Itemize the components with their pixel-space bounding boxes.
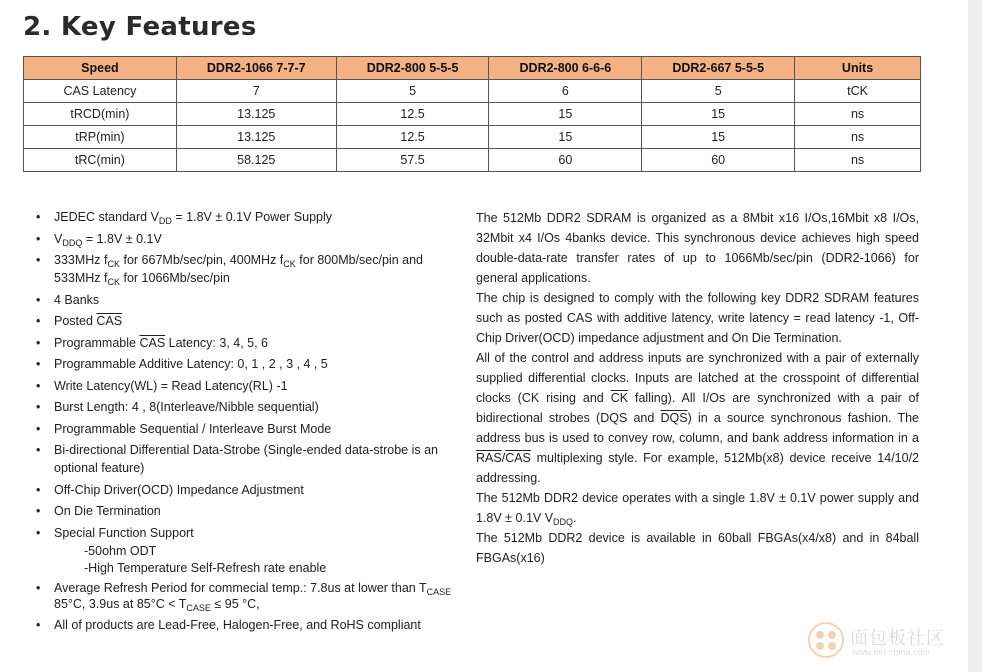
feature-clock: • 333MHz $f_{CK}$ for 667Mb/sec/pin, 400MHz $f_{CK}$ for 800Mb/sec/pin and 533MHz $f_{CK}$ for 1066Mb/sec/pin: [36, 251, 466, 287]
speed-table: [23, 56, 921, 172]
table-cell: 13.125: [176, 126, 336, 149]
table-cell: tRCD(min): [24, 103, 177, 126]
table-cell: ns: [795, 126, 921, 149]
feature-burst-mode: • Programmable Sequential / Interleave Burst Mode: [36, 420, 466, 438]
feature-odt: • On Die Termination: [36, 502, 466, 520]
table-cell: tRP(min): [24, 126, 177, 149]
feature-special-function: • Special Function Support -50ohm ODT -High Temperature Self-Refresh rate enable: [36, 524, 466, 577]
desc-paragraph: The 512Mb DDR2 device operates with a single 1.8V ± 0.1V power supply and 1.8V ± 0.1V $V_{DDQ}$.: [476, 491, 919, 527]
feature-refresh: • Average Refresh Period for commecial temp.: 7.8us at lower than $T_{CASE}$ 85°C, 3.9us at $85^\circ C < T_{CASE} \le 95$ °C,: [36, 580, 466, 612]
table-cell: tCK: [795, 80, 921, 103]
feature-programmable-cas: • Programmable $\overline{CAS}$ Latency: 3, 4, 5, 6: [36, 334, 466, 352]
table-cell: 60: [642, 149, 795, 172]
watermark: [806, 620, 966, 664]
desc-paragraph: The 512Mb DDR2 device is available in 60ball FBGAs(x4/x8) and in 84ball FBGAs(x16): [476, 531, 919, 565]
watermark-text: 面包板社区: [850, 628, 945, 648]
header-ddr2-800-555: DDR2-800 5-5-5: [336, 57, 489, 80]
table-cell: 13.125: [176, 103, 336, 126]
feature-write-latency: • Write Latency(WL) = Read Latency(RL) -1: [36, 377, 466, 395]
table-row: [24, 80, 921, 103]
table-cell: 15: [642, 126, 795, 149]
table-row: [24, 103, 921, 126]
watermark-logo-icon: [806, 620, 846, 660]
table-cell: 6: [489, 80, 642, 103]
table-row: [24, 149, 921, 172]
header-ddr2-1066-777: DDR2-1066 7-7-7: [176, 57, 336, 80]
feature-posted-cas: • Posted $\overline{CAS}$: [36, 312, 466, 330]
page-margin-strip: [968, 0, 982, 672]
description-text: [476, 208, 919, 568]
special-function-sublist: [54, 543, 466, 577]
header-units: Units: [795, 57, 921, 80]
table-header-row: [24, 57, 921, 80]
feature-data-strobe: • Bi-directional Differential Data-Strobe (Single-ended data-strobe is an optional feature): [36, 441, 466, 477]
feature-list: [36, 208, 466, 637]
feature-banks: • 4 Banks: [36, 291, 466, 309]
feature-additive-latency: • Programmable Additive Latency: 0, 1 , 2 , 3 , 4 , 5: [36, 355, 466, 373]
table-cell: 5: [642, 80, 795, 103]
desc-paragraph: The chip is designed to comply with the following key DDR2 SDRAM features such as posted CAS with additive latency, write latency = read latency -1, Off-Chip Driver(OCD) impedance adjustment and On Die Termination.: [476, 291, 919, 345]
table-cell: 60: [489, 149, 642, 172]
desc-paragraph: The 512Mb DDR2 SDRAM is organized as a 8Mbit x16 I/Os,16Mbit x8 I/Os, 32Mbit x4 I/Os 4banks device. This synchronous device achieves high speed double-data-rate transfer rates of up to 1066Mb/sec/pin (DDR2-1066) for general applications.: [476, 211, 919, 285]
feature-vddq: • $V_{DDQ} = 1.8V \pm 0.1V$: [36, 230, 466, 248]
page-title: 2. Key Features: [23, 12, 257, 42]
table-cell: 12.5: [336, 103, 489, 126]
table-cell: 15: [489, 103, 642, 126]
header-ddr2-800-666: DDR2-800 6-6-6: [489, 57, 642, 80]
watermark-url: www.eet-china.com: [852, 647, 931, 657]
table-cell: 15: [642, 103, 795, 126]
table-cell: 58.125: [176, 149, 336, 172]
header-ddr2-667-555: DDR2-667 5-5-5: [642, 57, 795, 80]
feature-jedec: • JEDEC standard $V_{DD} = 1.8V \pm 0.1V$ Power Supply: [36, 208, 466, 226]
header-speed: Speed: [24, 57, 177, 80]
feature-burst-length: • Burst Length: 4 , 8(Interleave/Nibble sequential): [36, 398, 466, 416]
table-cell: tRC(min): [24, 149, 177, 172]
table-cell: 7: [176, 80, 336, 103]
table-cell: ns: [795, 149, 921, 172]
special-sub-item: -50ohm ODT: [84, 543, 157, 558]
table-cell: CAS Latency: [24, 80, 177, 103]
table-cell: 15: [489, 126, 642, 149]
desc-paragraph: All of the control and address inputs are synchronized with a pair of externally supplied differential clocks. Inputs are latched at the crosspoint of differential clocks (CK rising and $\overline{CK}$ falling). All I/Os are synchronized with a pair of bidirectional strobes (DQS and $\overline{DQS}$) in a source synchronous fashion. The address bus is used to convey row, column, and bank address information in a $\overline{RAS}/\overline{CAS}$ multiplexing style. For example, 512Mb(x8) device receive 14/10/2 addressing.: [476, 351, 920, 485]
table-cell: 5: [336, 80, 489, 103]
table-cell: 57.5: [336, 149, 489, 172]
table-cell: 12.5: [336, 126, 489, 149]
feature-ocd: • Off-Chip Driver(OCD) Impedance Adjustment: [36, 481, 466, 499]
special-sub-item: -High Temperature Self-Refresh rate enable: [84, 560, 327, 575]
feature-lead-free: • All of products are Lead-Free, Halogen-Free, and RoHS compliant: [36, 616, 466, 634]
table-cell: ns: [795, 103, 921, 126]
table-row: [24, 126, 921, 149]
